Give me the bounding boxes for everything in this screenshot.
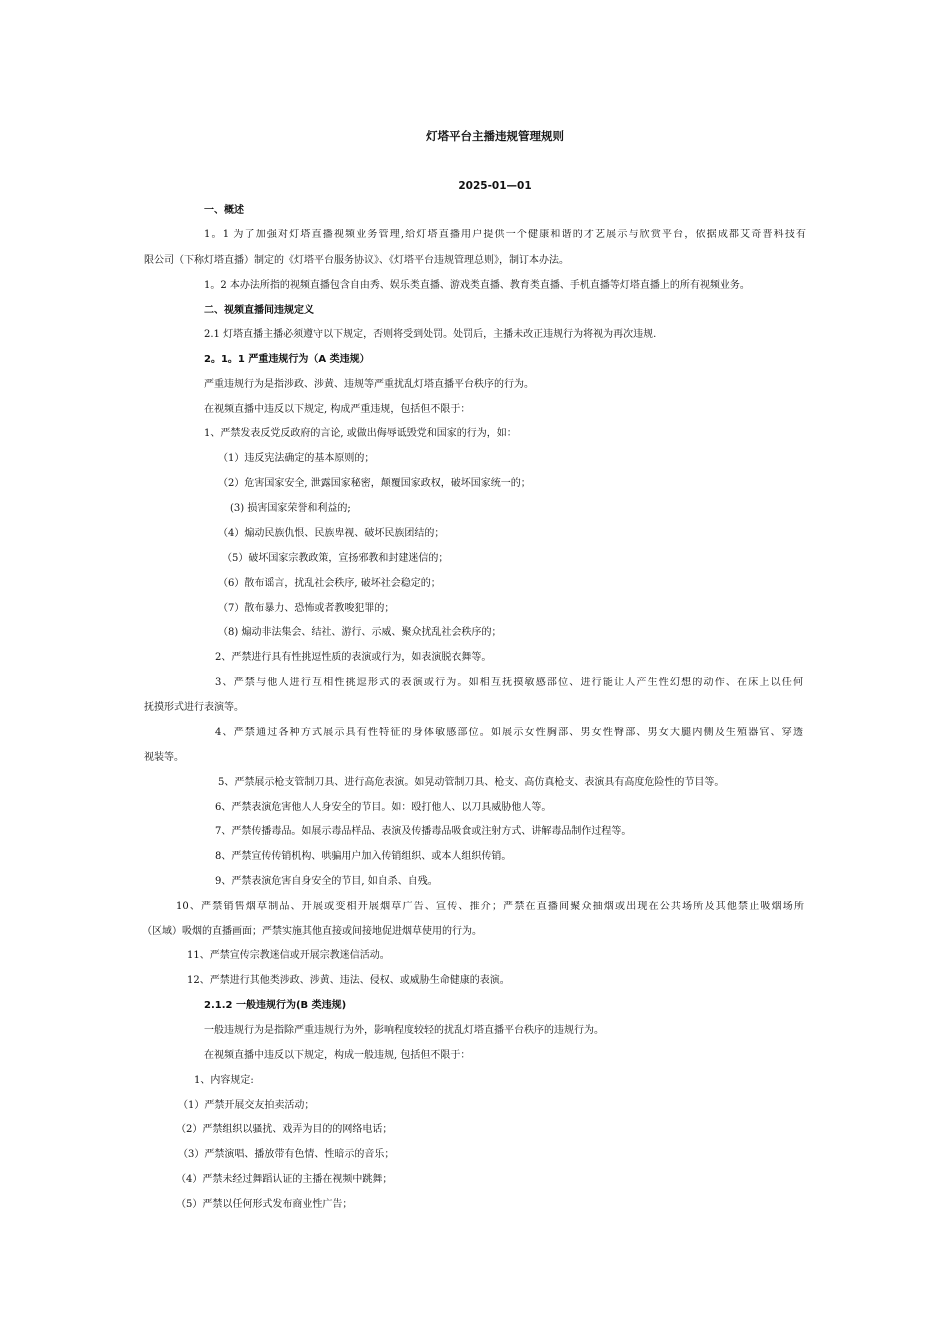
list-item: 3、严禁与他人进行互相性挑逗形式的表演或行为。如相互抚摸敏感部位、进行能让人产生性幻想的动作、在床上以任何 bbox=[215, 677, 803, 688]
list-item: 10、严禁销售烟草制品、开展或变相开展烟草广告、宣传、推介；严禁在直播间聚众抽烟或出现在公共场所及其他禁止吸烟场所 bbox=[176, 901, 804, 912]
paragraph-line: 1。1 为了加强对灯塔直播视频业务管理,给灯塔直播用户提供一个健康和谐的才艺展示与欣赏平台，依据成都艾奇普科技有 bbox=[204, 229, 806, 240]
list-item: （7）散布暴力、恐怖或者教唆犯罪的； bbox=[218, 603, 395, 614]
list-item: 7、严禁传播毒品。如展示毒品样品、表演及传播毒品吸食或注射方式、讲解毒品制作过程等。 bbox=[215, 826, 632, 837]
list-item: 11、严禁宣传宗教迷信或开展宗教迷信活动。 bbox=[187, 950, 390, 961]
list-item: （2）严禁组织以骚扰、戏弄为目的的网络电话； bbox=[176, 1124, 393, 1135]
paragraph-line: 在视频直播中违反以下规定，构成一般违规, 包括但不限于： bbox=[204, 1050, 471, 1061]
list-item: （4）严禁未经过舞蹈认证的主播在视频中跳舞； bbox=[176, 1174, 393, 1185]
paragraph-line: 一般违规行为是指除严重违规行为外，影响程度较轻的扰乱灯塔直播平台秩序的违规行为。 bbox=[204, 1025, 604, 1036]
list-item: 2、严禁进行具有性挑逗性质的表演或行为，如表演脱衣舞等。 bbox=[215, 652, 492, 663]
list-item: 1、严禁发表反党反政府的言论, 或做出侮辱诋毁党和国家的行为，如： bbox=[204, 428, 517, 439]
paragraph-line: 1。2 本办法所指的视频直播包含自由秀、娱乐类直播、游戏类直播、教育类直播、手机直播等灯塔直播上的所有视频业务。 bbox=[204, 280, 750, 291]
list-item: 6、严禁表演危害他人人身安全的节目。如：殴打他人、以刀具威胁他人等。 bbox=[215, 802, 552, 813]
list-item: 抚摸形式进行表演等。 bbox=[144, 702, 244, 713]
list-item: （8) 煽动非法集会、结社、游行、示威、聚众扰乱社会秩序的； bbox=[218, 627, 502, 638]
paragraph-line: 在视频直播中违反以下规定, 构成严重违规，包括但不限于： bbox=[204, 404, 471, 415]
list-item: （1）严禁开展交友拍卖活动； bbox=[178, 1100, 315, 1111]
subsection-heading: 2。1。1 严重违规行为（A 类违规） bbox=[204, 354, 370, 365]
section-heading: 二、视频直播间违规定义 bbox=[204, 305, 314, 316]
list-item: （3）严禁演唱、播放带有色情、性暗示的音乐； bbox=[178, 1149, 395, 1160]
list-item: 8、严禁宣传传销机构、哄骗用户加入传销组织、或本人组织传销。 bbox=[215, 851, 512, 862]
subsection-heading: 2.1.2 一般违规行为(B 类违规) bbox=[204, 1000, 347, 1011]
list-item: (3) 损害国家荣誉和利益的; bbox=[230, 503, 351, 514]
list-item: （2）危害国家安全, 泄露国家秘密，颠覆国家政权，破坏国家统一的； bbox=[218, 478, 531, 489]
list-item: 9、严禁表演危害自身安全的节目, 如自杀、自残。 bbox=[215, 876, 438, 887]
list-item: （5）严禁以任何形式发布商业性广告； bbox=[176, 1199, 353, 1210]
list-item: 4、严禁通过各种方式展示具有性特征的身体敏感部位。如展示女性胸部、男女性臀部、男女大腿内侧及生殖器官、穿透 bbox=[215, 727, 803, 738]
list-item: 12、严禁进行其他类涉政、涉黄、违法、侵权、或威胁生命健康的表演。 bbox=[187, 975, 510, 986]
list-item: 5、严禁展示枪支管制刀具、进行高危表演。如晃动管制刀具、枪支、高仿真枪支、表演具有高度危险性的节目等。 bbox=[218, 777, 725, 788]
section-heading: 一、概述 bbox=[204, 205, 244, 216]
list-item: （5）破坏国家宗教政策，宣扬邪教和封建迷信的； bbox=[222, 553, 449, 564]
paragraph-line: 2.1 灯塔直播主播必须遵守以下规定，否则将受到处罚。处罚后，主播未改正违规行为将视为再次违规. bbox=[204, 329, 657, 340]
paragraph-line: 严重违规行为是指涉政、涉黄、违规等严重扰乱灯塔直播平台秩序的行为。 bbox=[204, 379, 534, 390]
list-item: 1、内容规定: bbox=[194, 1075, 254, 1086]
list-item: （区域）吸烟的直播画面；严禁实施其他直接或间接地促进烟草使用的行为。 bbox=[142, 926, 482, 937]
list-item: （6）散布谣言，扰乱社会秩序, 破坏社会稳定的； bbox=[218, 578, 441, 589]
list-item: （1）违反宪法确定的基本原则的； bbox=[218, 453, 375, 464]
paragraph-line: 限公司（下称灯塔直播）制定的《灯塔平台服务协议》、《灯塔平台违规管理总则》，制订本办法。 bbox=[144, 255, 569, 266]
document-title: 灯塔平台主播违规管理规则 bbox=[426, 129, 564, 143]
list-item: 视装等。 bbox=[144, 752, 184, 763]
document-date: 2025-01—01 bbox=[458, 180, 532, 192]
list-item: （4）煽动民族仇恨、民族卑视、破坏民族团结的； bbox=[218, 528, 445, 539]
